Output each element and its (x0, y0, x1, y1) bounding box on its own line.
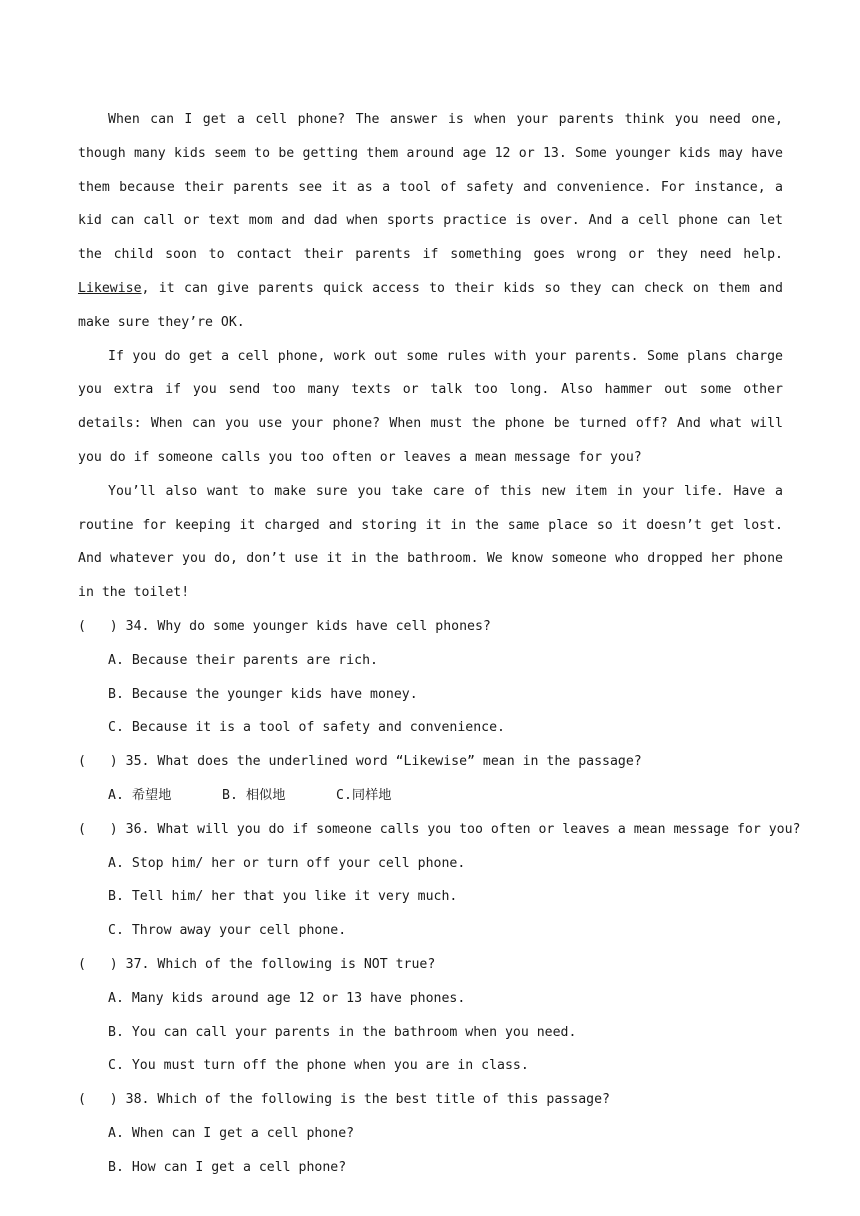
underlined-word: Likewise (78, 280, 142, 296)
question-stem: ( ) 36. What will you do if someone calls you too often or leaves a mean message for you? (78, 821, 801, 837)
option-c: C. Throw away your cell phone. (108, 923, 347, 939)
passage-paragraph-3: You’ll also want to make sure you take care of this new item in your life. Have a routine for keeping it charged and storing it in the same place so it doesn’t get lost. And whatever you do, don’t use it in the bathroom. We know someone who dropped her phone in the toilet! (78, 483, 783, 601)
document-page (78, 103, 801, 1185)
option-c: C.同样地 (336, 787, 392, 803)
question-35 (78, 745, 783, 813)
option-a: A. Because their parents are rich. (108, 652, 378, 668)
passage-paragraph-1 (78, 103, 783, 340)
option-a: A. Stop him/ her or turn off your cell phone. (108, 855, 466, 871)
question-stem: ( ) 38. Which of the following is the best title of this passage? (78, 1092, 610, 1108)
question-stem: ( ) 34. Why do some younger kids have cell phones? (78, 618, 491, 634)
option-b: B. 相似地 (222, 787, 286, 803)
question-37 (78, 948, 783, 1083)
option-a: A. 希望地 (108, 787, 172, 803)
question-34 (78, 610, 783, 745)
option-a: A. When can I get a cell phone? (108, 1125, 355, 1141)
paragraph-1-text: When can I get a cell phone? The answer is when your parents think you need one, though many kids seem to be getting them around age 12 or 13. Some younger kids may have them because their parents see it as a tool of safety and convenience. For instance, a kid can call or text mom and dad when sports practice is over. And a cell phone can let the child soon to contact their parents if something goes wrong or they need help. (78, 112, 783, 263)
option-b: B. You can call your parents in the bathroom when you need. (108, 1024, 577, 1040)
option-b: B. Because the younger kids have money. (108, 686, 418, 702)
inline-options (78, 779, 783, 813)
passage-paragraph-2: If you do get a cell phone, work out some rules with your parents. Some plans charge you extra if you send too many texts or talk too long. Also hammer out some other details: When can you use your phone? When must the phone be turned off? And what will you do if someone calls you too often or leaves a mean message for you? (78, 348, 783, 465)
paragraph-1-text-end: , it can give parents quick access to their kids so they can check on them and make sure they’re OK. (78, 280, 783, 330)
question-stem: ( ) 37. Which of the following is NOT true? (78, 956, 436, 972)
option-a: A. Many kids around age 12 or 13 have phones. (108, 990, 466, 1006)
question-stem: ( ) 35. What does the underlined word “Likewise” mean in the passage? (78, 754, 642, 770)
option-b: B. How can I get a cell phone? (108, 1159, 347, 1175)
question-36 (78, 813, 801, 948)
question-38 (78, 1083, 783, 1184)
option-c: C. You must turn off the phone when you are in class. (108, 1058, 529, 1074)
option-b: B. Tell him/ her that you like it very much. (108, 889, 458, 905)
option-c: C. Because it is a tool of safety and convenience. (108, 720, 505, 736)
